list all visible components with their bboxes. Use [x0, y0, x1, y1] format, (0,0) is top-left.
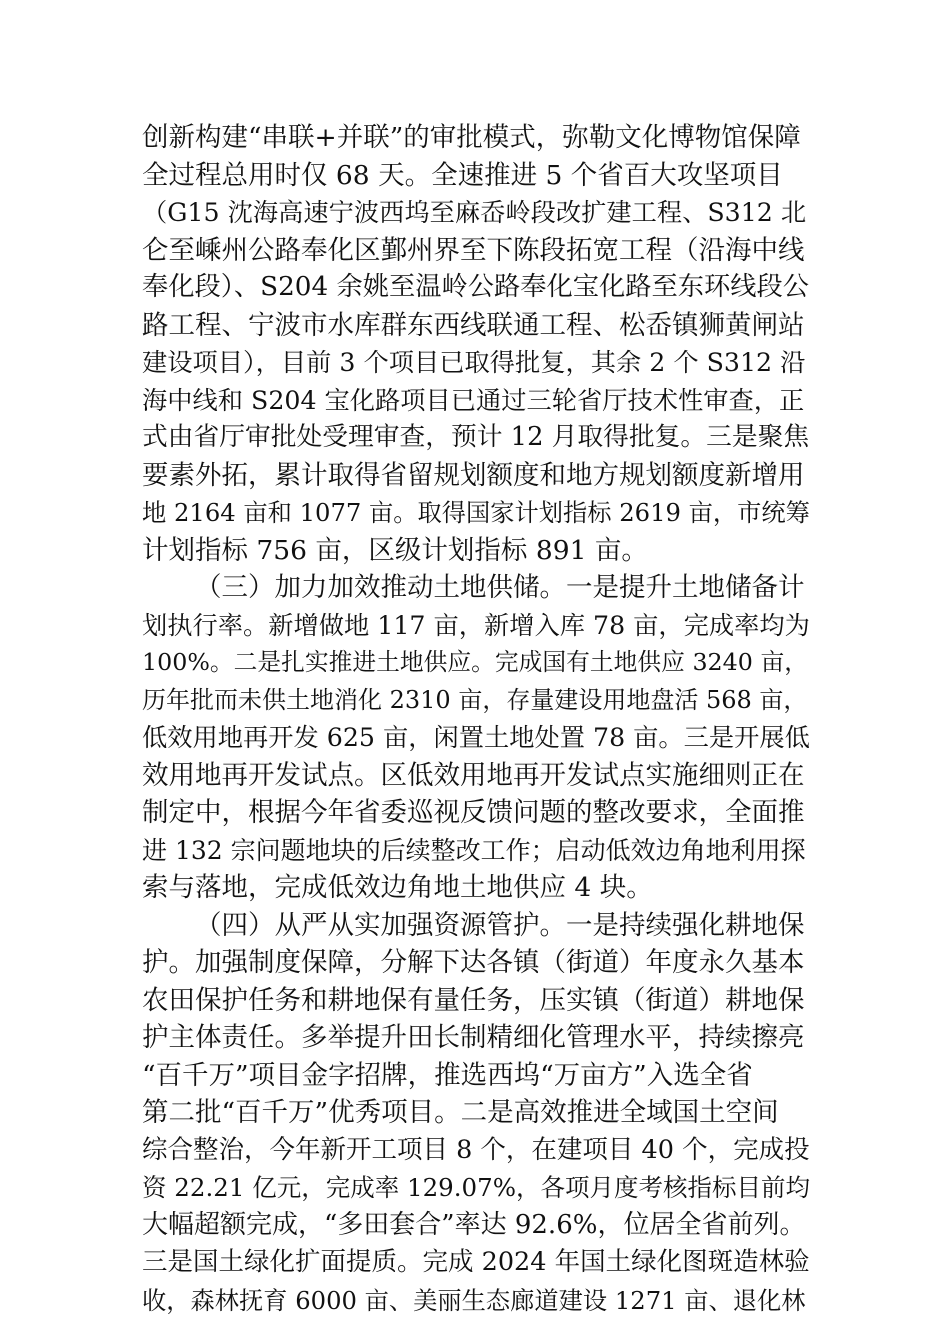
text-line: 三是国土绿化扩面提质。完成 2024 年国土绿化图斑造林验: [142, 1247, 810, 1277]
text-line: 第二批“百千万”优秀项目。二是高效推进全域国土空间: [142, 1097, 779, 1128]
text-line: 100%。二是扎实推进土地供应。完成国有土地供应 3240 亩，: [142, 648, 808, 676]
text-line: 奉化段）、S204 余姚至温岭公路奉化宝化路至东环线段公: [142, 272, 810, 302]
text-line: 低效用地再开发 625 亩，闲置土地处置 78 亩。三是开展低: [142, 723, 810, 752]
text-line: “百千万”项目金字招牌，推选西坞“万亩方”入选全省: [142, 1059, 753, 1091]
text-line: 要素外拓，累计取得省留规划额度和地方规划额度新增用: [142, 459, 805, 491]
text-line: 进 132 宗问题地块的后续整改工作；启动低效边角地利用探: [142, 835, 806, 865]
text-line: 仑至嵊州公路奉化区鄞州界至下陈段拓宽工程（沿海中线: [142, 234, 805, 266]
text-line: 建设项目），目前 3 个项目已取得批复，其余 2 个 S312 沿: [142, 348, 806, 377]
body-text: [142, 119, 810, 1319]
text-line: 全过程总用时仅 68 天。全速推进 5 个省百大攻坚项目: [142, 159, 783, 191]
text-line: 索与落地，完成低效边角地土地供应 4 块。: [142, 872, 653, 903]
text-line: 式由省厅审批处受理审查，预计 12 月取得批复。三是聚焦: [142, 422, 810, 452]
section-heading-line: （四）从严从实加强资源管护。一是持续强化耕地保: [195, 909, 805, 941]
text-line: 历年批而未供土地消化 2310 亩，存量建设用地盘活 568 亩，: [142, 685, 808, 714]
text-line: 海中线和 S204 宝化路项目已通过三轮省厅技术性审查，正: [142, 385, 805, 415]
text-line: 效用地再开发试点。区低效用地再开发试点实施细则正在: [142, 759, 805, 791]
text-line: 创新构建“串联+并联”的审批模式，弥勒文化博物馆保障: [142, 122, 801, 153]
text-line: 划执行率。新增做地 117 亩，新增入库 78 亩，完成率均为: [142, 610, 810, 640]
text-line: 综合整治，今年新开工项目 8 个，在建项目 40 个，完成投: [142, 1134, 810, 1165]
text-line: 收，森林抚育 6000 亩、美丽生态廊道建设 1271 亩、退化林: [142, 1285, 806, 1315]
text-line: 地 2164 亩和 1077 亩。取得国家计划指标 2619 亩，市统筹: [142, 498, 810, 527]
text-line: 计划指标 756 亩，区级计划指标 891 亩。: [142, 534, 648, 566]
text-line: 路工程、宁波市水库群东西线联通工程、松岙镇狮黄闸站: [142, 309, 805, 341]
text-line: 制定中，根据今年省委巡视反馈问题的整改要求，全面推: [142, 797, 805, 828]
text-line: 农田保护任务和耕地保有量任务，压实镇（街道）耕地保: [142, 984, 805, 1016]
section-heading-line: （三）加力加效推动土地供储。一是提升土地储备计: [195, 572, 805, 603]
text-line: （G15 沈海高速宁波西坞至麻岙岭段改扩建工程、S312 北: [142, 198, 807, 227]
text-line: 护。加强制度保障，分解下达各镇（街道）年度永久基本: [142, 947, 805, 978]
text-line: 大幅超额完成，“多田套合”率达 92.6%，位居全省前列。: [142, 1209, 806, 1240]
text-line: 资 22.21 亿元，完成率 129.07%，各项月度考核指标目前均: [142, 1173, 811, 1202]
text-line: 护主体责任。多举提升田长制精细化管理水平，持续擦亮: [142, 1022, 805, 1053]
